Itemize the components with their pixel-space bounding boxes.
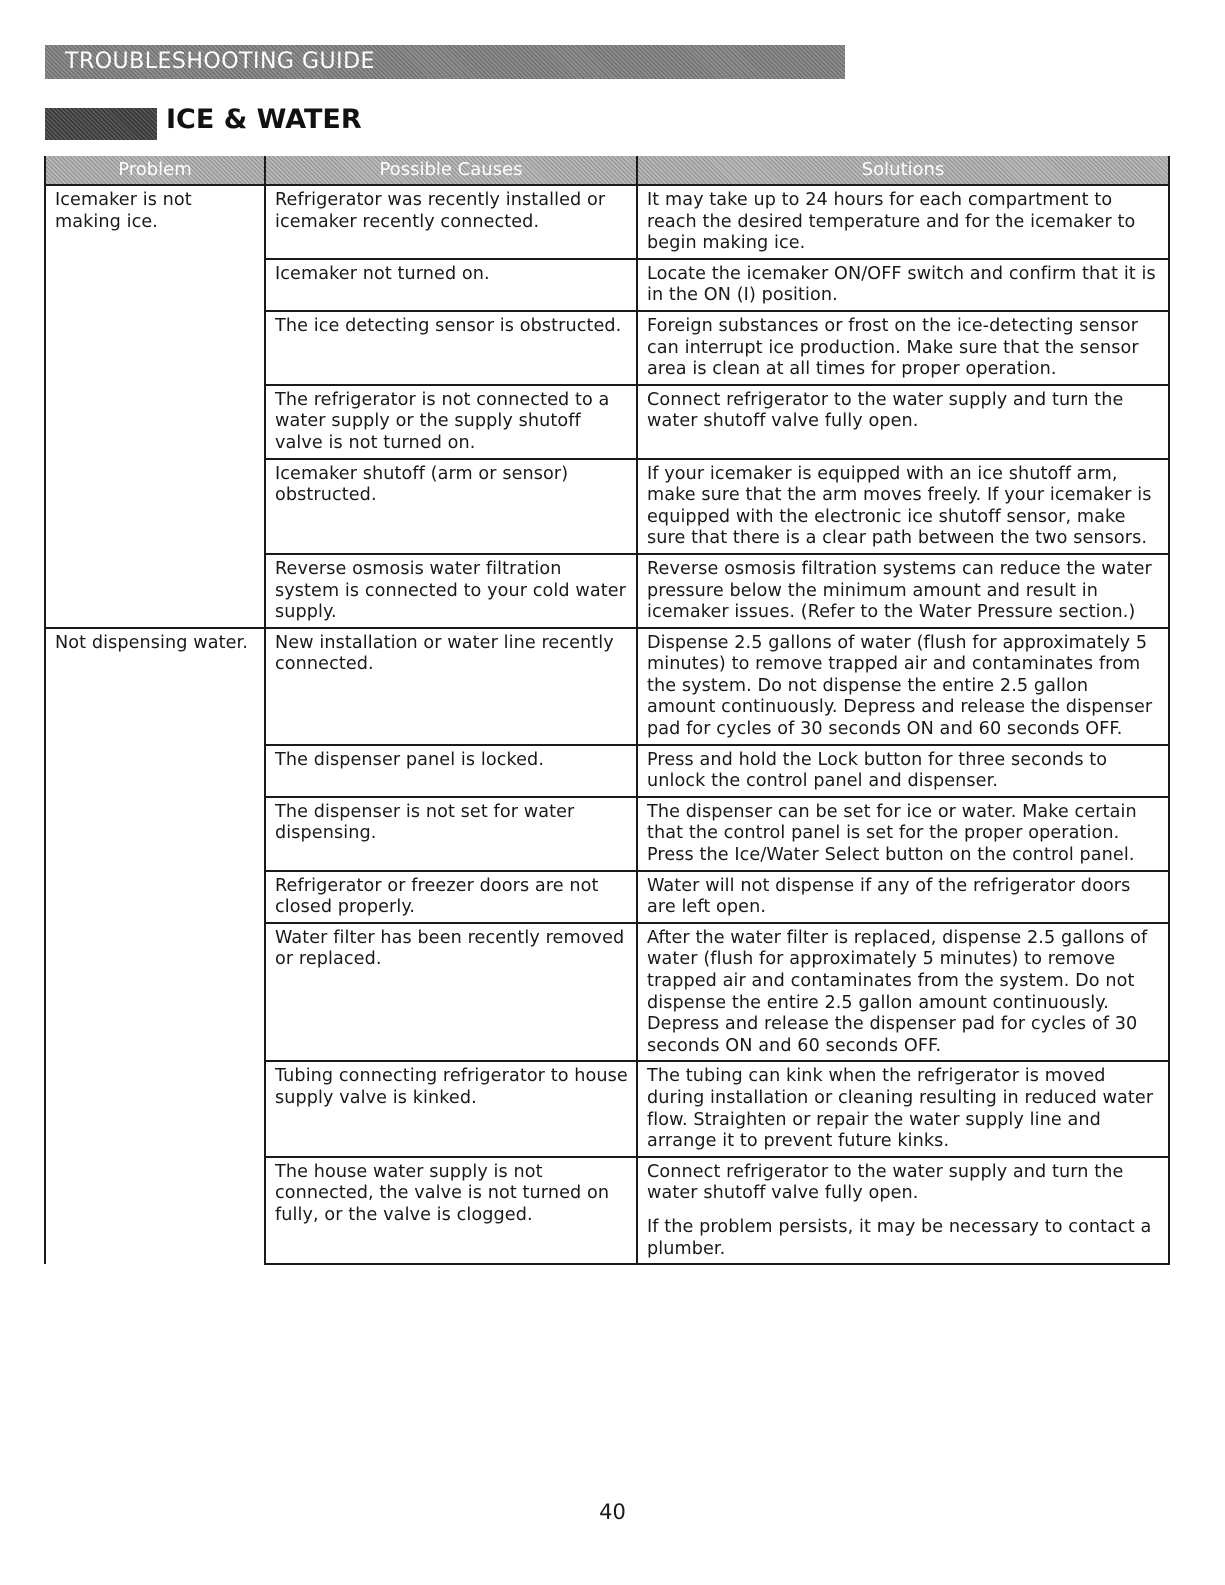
solution-cell: [637, 554, 1169, 628]
solution-cell: [637, 628, 1169, 745]
cause-cell: Refrigerator was recently installed or icemaker recently connected.: [265, 185, 637, 259]
solution-paragraph: If the problem persists, it may be necessary to contact a plumber.: [647, 1216, 1152, 1259]
solution-paragraph: The tubing can kink when the refrigerator is moved during installation or cleaning resulting in reduced water flow. Straighten or repair the water supply line and arrange it to prevent future kinks.: [647, 1066, 1154, 1152]
solution-paragraph: The dispenser can be set for ice or water. Make certain that the control panel is set for the proper operation. Press the Ice/Water Select button on the control panel.: [647, 801, 1137, 866]
solution-paragraph: It may take up to 24 hours for each compartment to reach the desired temperature and for the icemaker to begin making ice.: [647, 190, 1136, 254]
table-header: [45, 156, 1169, 185]
solution-paragraph: Locate the icemaker ON/OFF switch and confirm that it is in the ON (I) position.: [647, 263, 1156, 306]
column-header-causes: Possible Causes: [265, 156, 637, 185]
cause-cell: Water filter has been recently removed or replaced.: [265, 923, 637, 1062]
column-header-problem: Problem: [45, 156, 265, 185]
solution-cell: [637, 923, 1169, 1062]
problem-cell: Icemaker is not making ice.: [45, 185, 265, 628]
solution-paragraph: Foreign substances or frost on the ice-detecting sensor can interrupt ice production. Make sure that the sensor area is clean at all times for proper operation.: [647, 315, 1139, 380]
solution-cell: [637, 871, 1169, 923]
solution-cell: [637, 259, 1169, 311]
solution-cell: [637, 185, 1169, 259]
solution-paragraph: Dispense 2.5 gallons of water (flush for approximately 5 minutes) to remove trapped air and contaminates from the system. Do not dispense the entire 2.5 gallon amount continuously. Depress and release the dispenser pad for cycles of 30 seconds ON and 60 seconds OFF.: [647, 632, 1153, 740]
solution-cell: [637, 459, 1169, 554]
cause-cell: The ice detecting sensor is obstructed.: [265, 311, 637, 385]
cause-cell: The house water supply is not connected, the valve is not turned on fully, or the valve is clogged.: [265, 1157, 637, 1264]
solution-cell: [637, 1061, 1169, 1156]
cause-cell: Icemaker not turned on.: [265, 259, 637, 311]
table-body: [45, 185, 1169, 1264]
column-header-solutions: Solutions: [637, 156, 1169, 185]
cause-cell: Reverse osmosis water filtration system is connected to your cold water supply.: [265, 554, 637, 628]
cause-cell: Icemaker shutoff (arm or sensor) obstructed.: [265, 459, 637, 554]
solution-cell: [637, 1157, 1169, 1264]
solution-cell: [637, 797, 1169, 871]
guide-header-banner: [45, 45, 845, 79]
solution-cell: [637, 311, 1169, 385]
cause-cell: The refrigerator is not connected to a water supply or the supply shutoff valve is not turned on.: [265, 385, 637, 459]
solution-paragraph: After the water filter is replaced, dispense 2.5 gallons of water (flush for approximately 5 minutes) to remove trapped air and contaminates from the system. Do not dispense the entire 2.5 gallon amount continuously. Depress and release the dispenser pad for cycles of 30 seconds ON and 60 seconds OFF.: [647, 927, 1148, 1056]
problem-cell: Not dispensing water.: [45, 628, 265, 1264]
solution-paragraph: If your icemaker is equipped with an ice shutoff arm, make sure that the arm moves freely. If your icemaker is equipped with the electronic ice shutoff sensor, make sure that there is a clear path between the two sensors.: [647, 463, 1152, 549]
cause-cell: Tubing connecting refrigerator to house supply valve is kinked.: [265, 1061, 637, 1156]
guide-title: TROUBLESHOOTING GUIDE: [65, 49, 375, 74]
cause-cell: The dispenser panel is locked.: [265, 745, 637, 797]
solution-paragraph: Water will not dispense if any of the refrigerator doors are left open.: [647, 875, 1131, 918]
section-title: ICE & WATER: [166, 104, 362, 135]
solution-cell: [637, 385, 1169, 459]
table-row: [45, 185, 1169, 259]
solution-paragraph: Connect refrigerator to the water supply and turn the water shutoff valve fully open.: [647, 389, 1124, 432]
page-number: 40: [599, 1500, 626, 1524]
solution-paragraph: Reverse osmosis filtration systems can reduce the water pressure below the minimum amount and result in icemaker issues. (Refer to the Water Pressure section.): [647, 558, 1152, 623]
cause-cell: Refrigerator or freezer doors are not closed properly.: [265, 871, 637, 923]
cause-cell: New installation or water line recently connected.: [265, 628, 637, 745]
troubleshooting-table: [44, 156, 1170, 1265]
solution-paragraph: Connect refrigerator to the water supply and turn the water shutoff valve fully open.: [647, 1161, 1124, 1204]
solution-cell: [637, 745, 1169, 797]
section-marker-block: [45, 108, 157, 140]
solution-paragraph: Press and hold the Lock button for three seconds to unlock the control panel and dispenser.: [647, 749, 1108, 792]
table-row: [45, 628, 1169, 745]
cause-cell: The dispenser is not set for water dispensing.: [265, 797, 637, 871]
